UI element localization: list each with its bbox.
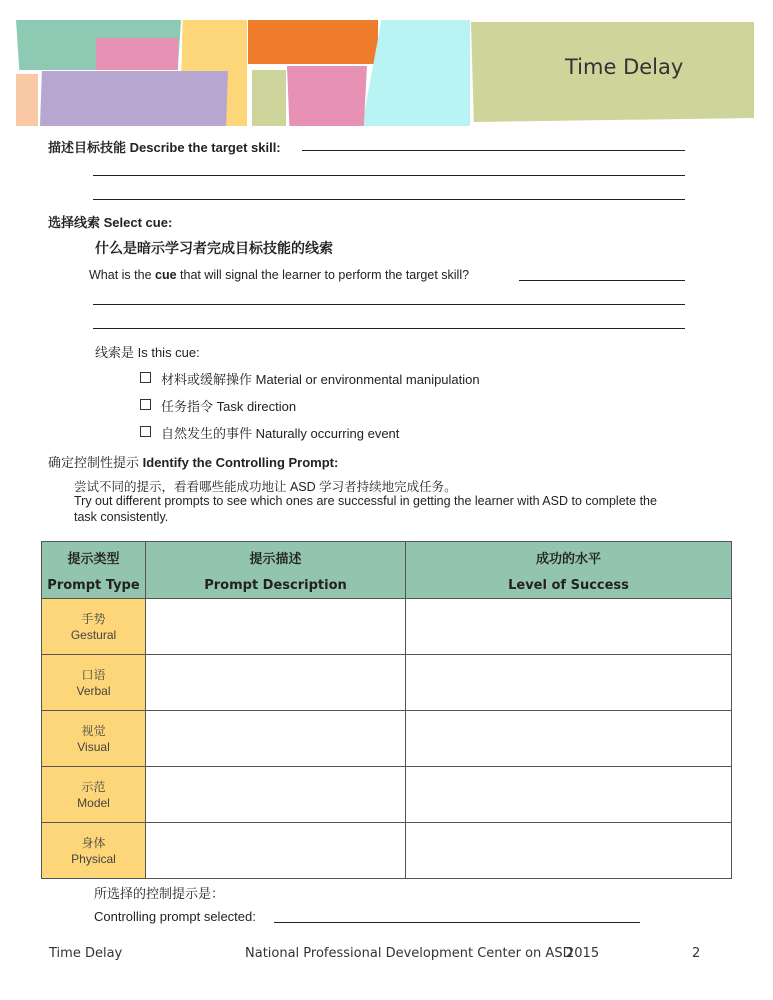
deco-olive-small-block bbox=[252, 70, 286, 126]
prompt-type-cell bbox=[42, 711, 146, 767]
cue-line-3[interactable] bbox=[93, 328, 685, 329]
target-skill-label-zh: 描述目标技能 bbox=[48, 140, 127, 155]
checkbox-material[interactable] bbox=[140, 372, 151, 383]
selected-prompt-line[interactable] bbox=[274, 922, 640, 923]
cue-line-2[interactable] bbox=[93, 304, 685, 305]
checkbox-naturally-occurring[interactable] bbox=[140, 426, 151, 437]
header-prompt-type bbox=[42, 542, 146, 599]
cue-question-en-pre: What is the bbox=[89, 268, 155, 282]
prompt-type-zh: 手势 bbox=[81, 611, 106, 626]
prompt-type-en: Visual bbox=[77, 739, 110, 754]
selected-label-en: Controlling prompt selected: bbox=[94, 909, 256, 924]
prompt-type-zh: 示范 bbox=[81, 779, 106, 794]
deco-pink-large-block bbox=[287, 66, 367, 126]
table-row bbox=[42, 599, 732, 655]
option-task-direction: 任务指令 Task direction bbox=[161, 399, 297, 414]
target-skill-label bbox=[48, 137, 281, 156]
is-this-cue-label: 线索是 Is this cue: bbox=[95, 345, 200, 360]
header-level-of-success-en: Level of Success bbox=[508, 577, 629, 593]
instruction-en-1: Try out different prompts to see which ones are successful in getting the learner with ASD to complete the bbox=[74, 494, 657, 508]
deco-peach-block bbox=[16, 74, 38, 126]
option-naturally-occurring: 自然发生的事件 Naturally occurring event bbox=[161, 426, 400, 441]
table-row bbox=[42, 767, 732, 823]
instruction-zh: 尝试不同的提示，看看哪些能成功地让 ASD 学习者持续地完成任务。 bbox=[74, 480, 457, 494]
controlling-prompt-label bbox=[48, 452, 338, 471]
level-of-success-cell[interactable] bbox=[406, 711, 732, 767]
select-cue-label-zh: 选择线索 bbox=[48, 215, 101, 230]
prompt-type-zh: 视觉 bbox=[81, 723, 106, 738]
table-row bbox=[42, 655, 732, 711]
level-of-success-cell[interactable] bbox=[406, 599, 732, 655]
deco-lavender-block bbox=[40, 71, 228, 126]
cue-question-en bbox=[89, 268, 469, 282]
select-cue-label-en: Select cue: bbox=[103, 215, 173, 230]
table-header-row bbox=[42, 542, 732, 599]
deco-pink-block bbox=[96, 38, 178, 70]
prompt-type-cell bbox=[42, 599, 146, 655]
footer-left: Time Delay bbox=[49, 946, 123, 961]
header-prompt-description bbox=[146, 542, 406, 599]
controlling-prompt-label-en: Identify the Controlling Prompt: bbox=[142, 455, 339, 470]
prompt-description-cell[interactable] bbox=[146, 711, 406, 767]
level-of-success-cell[interactable] bbox=[406, 655, 732, 711]
header-prompt-type-en: Prompt Type bbox=[47, 577, 140, 593]
page-title: Time Delay bbox=[565, 55, 684, 79]
instruction-en-2: task consistently. bbox=[74, 510, 169, 524]
header-prompt-type-zh: 提示类型 bbox=[67, 551, 120, 567]
checkbox-task-direction[interactable] bbox=[140, 399, 151, 410]
prompt-type-en: Model bbox=[77, 795, 110, 810]
cue-question-en-bold: cue bbox=[155, 268, 177, 282]
footer-year: 2015 bbox=[566, 946, 600, 961]
header-prompt-description-zh: 提示描述 bbox=[249, 551, 302, 567]
prompt-type-en: Gestural bbox=[70, 627, 117, 642]
header-level-of-success-zh: 成功的水平 bbox=[535, 551, 601, 567]
prompt-description-cell[interactable] bbox=[146, 655, 406, 711]
prompt-description-cell[interactable] bbox=[146, 767, 406, 823]
prompt-type-cell bbox=[42, 655, 146, 711]
footer-center: National Professional Development Center on ASD bbox=[245, 946, 573, 961]
cue-question-zh: 什么是暗示学习者完成目标技能的线索 bbox=[95, 240, 333, 256]
prompt-type-en: Verbal bbox=[76, 683, 111, 698]
selected-label-zh: 所选择的控制提示是： bbox=[94, 886, 225, 901]
option-material: 材料或缓解操作 Material or environmental manipulation bbox=[161, 372, 480, 387]
deco-orange-block bbox=[248, 20, 378, 64]
controlling-prompt-label-zh: 确定控制性提示 bbox=[48, 455, 140, 470]
prompt-type-cell bbox=[42, 767, 146, 823]
table-row bbox=[42, 711, 732, 767]
target-skill-line-1[interactable] bbox=[302, 150, 685, 151]
prompt-table bbox=[41, 541, 732, 879]
level-of-success-cell[interactable] bbox=[406, 823, 732, 879]
header-level-of-success bbox=[406, 542, 732, 599]
header-prompt-description-en: Prompt Description bbox=[204, 577, 347, 593]
target-skill-line-3[interactable] bbox=[93, 199, 685, 200]
cue-line-1[interactable] bbox=[519, 280, 685, 281]
prompt-description-cell[interactable] bbox=[146, 823, 406, 879]
prompt-type-zh: 身体 bbox=[81, 835, 106, 850]
prompt-type-cell bbox=[42, 823, 146, 879]
target-skill-label-en: Describe the target skill: bbox=[129, 140, 281, 155]
target-skill-line-2[interactable] bbox=[93, 175, 685, 176]
deco-cyan-block bbox=[362, 20, 470, 126]
cue-question-en-post: that will signal the learner to perform the target skill? bbox=[176, 268, 470, 282]
prompt-description-cell[interactable] bbox=[146, 599, 406, 655]
select-cue-label bbox=[48, 212, 172, 231]
level-of-success-cell[interactable] bbox=[406, 767, 732, 823]
prompt-type-zh: 口语 bbox=[81, 667, 106, 682]
prompt-type-en: Physical bbox=[71, 851, 116, 866]
page-number: 2 bbox=[692, 946, 701, 961]
table-row bbox=[42, 823, 732, 879]
